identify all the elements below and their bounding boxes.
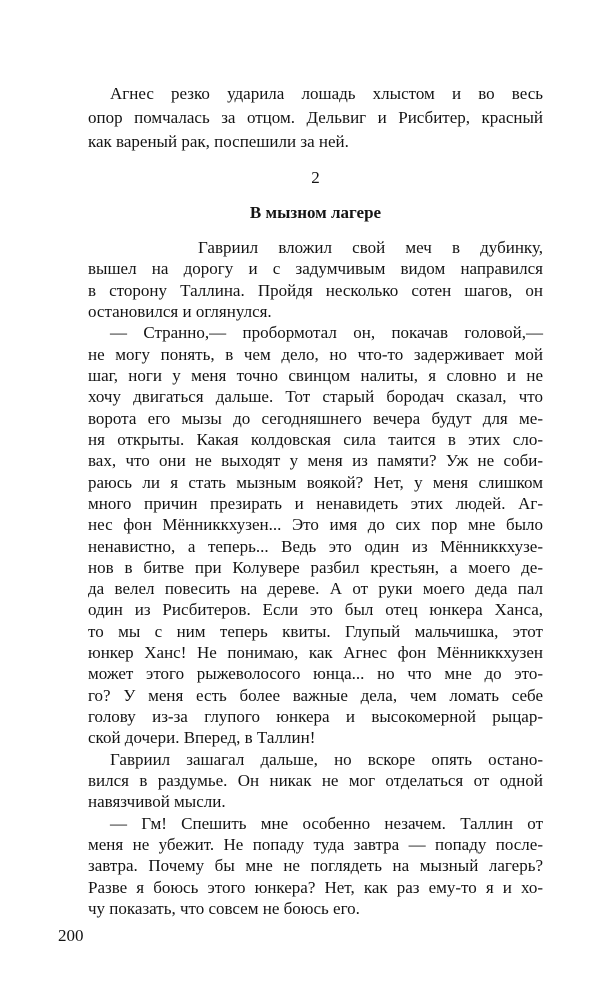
text-line: ня открыты. Какая колдовская сила таится в этих сло- (88, 430, 543, 449)
text-line: как вареный рак, поспешили за ней. (88, 132, 349, 151)
text-line: юнкер Ханс! Не понимаю, как Агнес фон Мённиккхузен (88, 643, 543, 662)
text-line: голову из-за глупого юнкера и высокомерной рыцар- (88, 707, 543, 726)
text-line: не могу понять, в чем дело, но что-то задерживает мой (88, 345, 543, 364)
text-line: ненавистно, а теперь... Ведь это один из Мённиккхузе- (88, 537, 543, 556)
text-line: один из Рисбитеров. Если это был отец юнкера Ханса, (88, 600, 543, 619)
text-line: вах, что они не выходят у меня из памяти? Уж не соби- (88, 451, 543, 470)
text-line: навязчивой мысли. (88, 792, 226, 811)
text-line: меня не убежит. Не попаду туда завтра — попаду после- (88, 835, 543, 854)
text-line: — Гм! Спешить мне особенно незачем. Таллин от (110, 814, 543, 833)
text-line: нов в битве при Колувере разбил крестьян, а моего де- (88, 558, 543, 577)
text-line: — Странно,— пробормотал он, покачав головой,— (110, 323, 543, 342)
text-line: вился в раздумье. Он никак не мог отделаться от одной (88, 771, 543, 790)
text-line: Гавриил зашагал дальше, но вскоре опять остано- (110, 750, 543, 769)
text-line: Агнес резко ударила лошадь хлыстом и во весь (110, 84, 543, 103)
text-line: вышел на дорогу и с задумчивым видом направился (88, 259, 543, 278)
text-line: раюсь ли я стать мызным воякой? Нет, у меня слишком (88, 473, 543, 492)
text-line: нес фон Мённиккхузен... Это имя до сих пор мне было (88, 515, 543, 534)
text-line: опор помчалась за отцом. Дельвиг и Рисбитер, красный (88, 108, 543, 127)
text-line: го? У меня есть более важные дела, чем ломать себе (88, 686, 543, 705)
text-line: в сторону Таллина. Пройдя несколько сотен шагов, он (88, 281, 543, 300)
text-line: хочу двигаться дальше. Тот старый бородач сказал, что (88, 387, 543, 406)
text-line: ской дочери. Вперед, в Таллин! (88, 728, 316, 747)
text-line: остановился и оглянулся. (88, 302, 272, 321)
text-line: ворота его мызы до сегодняшнего вечера будут для ме- (88, 409, 543, 428)
text-line: чу показать, что совсем не боюсь его. (88, 899, 360, 918)
text-line: то мы с ним теперь квиты. Глупый мальчишка, этот (88, 622, 543, 641)
text-line: может этого рыжеволосого юнца... но что мне до это- (88, 664, 543, 683)
text-line: завтра. Почему бы мне не поглядеть на мызный лагерь? (88, 856, 543, 875)
chapter-title: В мызном лагере (249, 203, 382, 222)
text-line: Разве я боюсь этого юнкера? Нет, как раз ему-то я и хо- (88, 878, 543, 897)
text-line: шаг, ноги у меня точно свинцом налиты, я словно и не (88, 366, 543, 385)
text-line: да велел повесить на дереве. А от руки моего деда пал (88, 579, 543, 598)
text-line: много причин презирать и ненавидеть этих людей. Аг- (88, 494, 543, 513)
text-line: Гавриил вложил свой меч в дубинку, (198, 238, 543, 257)
chapter-number: 2 (311, 168, 320, 187)
page-number: 200 (58, 926, 84, 945)
